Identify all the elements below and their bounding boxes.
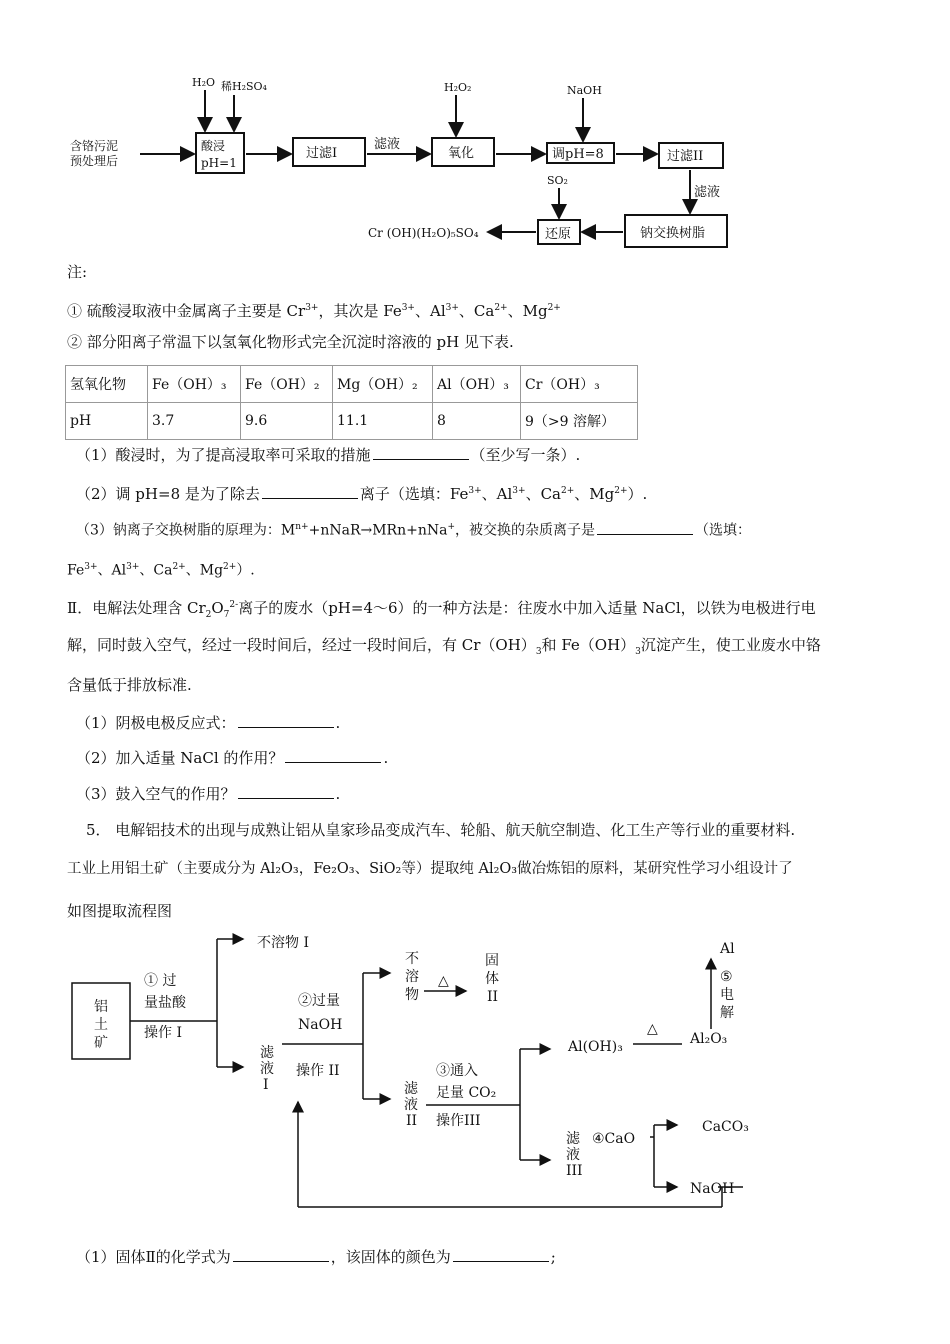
step5-c2: 电: [720, 987, 734, 1003]
table-header-row: [66, 366, 638, 403]
part2-q2: （2）加入适量 NaCl 的作用？ .: [76, 749, 389, 767]
question-3: （3）钠离子交换树脂的原理为：$M^{n+}+nNaR\to MRn+nNa^+$，被交换的杂质离子是 （选填：: [76, 517, 751, 541]
start-line2: 预处理后: [70, 154, 119, 168]
step3-line2: 足量 CO₂: [436, 1085, 497, 1101]
note-title: 注:: [67, 263, 88, 281]
step2-line2: NaOH: [298, 1017, 343, 1033]
caco3-label: CaCO₃: [702, 1119, 749, 1135]
ph-table: [65, 365, 638, 440]
step4-label: ④CaO: [592, 1131, 636, 1147]
filtrate2-c3: II: [406, 1113, 418, 1129]
table-cell: 8: [433, 403, 521, 440]
start-line1: 含铬污泥: [70, 139, 119, 153]
oxidize-label: 氧化: [448, 146, 475, 161]
so2-label: SO₂: [547, 174, 568, 187]
part2-line3: 含量低于排放标准.: [67, 676, 192, 694]
step5-c3: 解: [720, 1005, 734, 1021]
answer-blank[interactable]: [373, 445, 469, 460]
filtrate2-c1: 滤: [404, 1081, 418, 1097]
answer-blank[interactable]: [233, 1247, 329, 1262]
answer-blank[interactable]: [238, 784, 334, 799]
h2o-label: H₂O: [192, 76, 216, 89]
table-cell: pH: [66, 403, 148, 440]
q5-line2: 工业上用铝土矿（主要成分为 Al₂O₃，Fe₂O₃、SiO₂等）提取纯 Al₂O₃做冶炼铝的原料，某研究性学习小组设计了: [67, 861, 793, 877]
insol2-c1: 不: [405, 951, 419, 967]
table-cell: 9.6: [241, 403, 333, 440]
table-row: [66, 403, 638, 440]
step1-line2: 量盐酸: [144, 995, 186, 1011]
filtrate1-c3: I: [263, 1077, 269, 1093]
adjust-ph-label: 调pH=8: [552, 147, 604, 162]
q5-line3: 如图提取流程图: [67, 902, 173, 920]
naoh-product: NaOH: [690, 1181, 735, 1197]
product-label: Cr (OH)(H₂O)₅SO₄: [368, 226, 479, 240]
step3-line3: 操作III: [436, 1113, 481, 1129]
part2-q3: （3）鼓入空气的作用？ .: [76, 785, 341, 803]
filtrate1-c1: 滤: [260, 1045, 274, 1061]
reduce-label: 还原: [545, 227, 572, 242]
filtrate2-c2: 液: [404, 1097, 418, 1113]
al-label: Al: [720, 941, 735, 957]
alumina-flow-chart: [60, 925, 780, 1220]
ore-char1: 铝: [94, 999, 108, 1015]
answer-blank[interactable]: [238, 713, 334, 728]
filtrate-label: 滤液: [374, 137, 401, 152]
al2o3-label: Al₂O₃: [690, 1031, 728, 1047]
step5-c1: ⑤: [720, 969, 733, 985]
step2-line3: 操作 II: [296, 1063, 340, 1079]
step1-line1: ① 过: [144, 973, 177, 989]
filter1-label: 过滤I: [306, 146, 338, 161]
note-2: ② 部分阳离子常温下以氢氧化物形式完全沉淀时溶液的 pH 见下表.: [67, 333, 514, 351]
table-cell: 氢氧化物: [66, 366, 148, 403]
ore-char3: 矿: [94, 1035, 108, 1051]
filtrate3-c1: 滤: [566, 1131, 580, 1147]
part2-line1: Ⅱ．电解法处理含 $Cr_2O_7^{2-}$离子的废水（pH=4～6）的一种方法是：往废水中加入适量 NaCl，以铁为电极进行电: [67, 599, 816, 620]
insol2-c2: 溶: [405, 969, 419, 985]
part2-q1: （1）阴极电极反应式： .: [76, 714, 341, 732]
table-cell: Mg（OH）₂: [333, 366, 433, 403]
solid2-c1: 固: [485, 953, 499, 969]
question-1: （1）酸浸时，为了提高浸取率可采取的措施 （至少写一条）.: [76, 446, 581, 464]
answer-blank[interactable]: [597, 520, 693, 535]
filtrate3-c2: 液: [566, 1147, 580, 1163]
delta-symbol: △: [438, 973, 449, 989]
question-2: （2）调 pH=8 是为了除去 离子（选填：$Fe^{3+}$、$Al^{3+}$、$Ca^{2+}$、$Mg^{2+}$）.: [76, 485, 648, 503]
ore-char2: 土: [94, 1017, 108, 1033]
table-cell: Cr（OH）₃: [521, 366, 638, 403]
acid-leach-ph: pH=1: [201, 156, 237, 170]
note-1: ① 硫酸浸取液中金属离子主要是 $Cr^{3+}$，其次是 $Fe^{3+}$、$Al^{3+}$、$Ca^{2+}$、$Mg^{2+}$: [67, 302, 561, 320]
insol2-c3: 物: [405, 987, 419, 1003]
table-cell: Fe（OH）₂: [241, 366, 333, 403]
answer-blank[interactable]: [262, 484, 358, 499]
filtrate1-c2: 液: [260, 1061, 274, 1077]
aloh3-label: Al(OH)₃: [568, 1039, 623, 1055]
step2-line1: ②过量: [298, 993, 340, 1009]
answer-blank[interactable]: [285, 748, 381, 763]
chromium-flow-chart: [60, 70, 780, 255]
table-cell: 3.7: [148, 403, 241, 440]
delta-symbol-2: △: [647, 1021, 658, 1037]
table-cell: Al（OH）₃: [433, 366, 521, 403]
dilute-acid-label: 稀H₂SO₄: [221, 80, 267, 93]
filter2-label: 过滤II: [667, 149, 704, 164]
solid2-c3: II: [487, 989, 499, 1005]
filtrate3-c3: III: [566, 1163, 583, 1179]
table-cell: 11.1: [333, 403, 433, 440]
table-cell: Fe（OH）₃: [148, 366, 241, 403]
step3-line1: ③通入: [436, 1063, 478, 1079]
acid-leach-label: 酸浸: [201, 139, 226, 153]
resin-label: 钠交换树脂: [640, 226, 706, 241]
h2o2-label: H₂O₂: [444, 81, 472, 94]
filtrate-label2: 滤液: [694, 185, 721, 200]
final-question: （1）固体Ⅱ的化学式为 ，该固体的颜色为 ;: [76, 1248, 556, 1266]
part2-line2: 解，同时鼓入空气，经过一段时间后，经过一段时间后，有 $Cr(OH)_3$和 $Fe(OH)_3$沉淀产生，使工业废水中铬: [67, 636, 821, 657]
solid2-c2: 体: [485, 971, 499, 987]
q5-line1: 5． 电解铝技术的出现与成熟让铝从皇家珍品变成汽车、轮船、航天航空制造、化工生产等行业的重要材料.: [86, 821, 796, 839]
question-3-options: $Fe^{3+}$、$Al^{3+}$、$Ca^{2+}$、$Mg^{2+}$）.: [67, 562, 255, 579]
naoh-label: NaOH: [567, 84, 602, 97]
answer-blank[interactable]: [453, 1247, 549, 1262]
table-cell: 9（>9 溶解）: [521, 403, 638, 440]
step1-line3: 操作 I: [144, 1025, 182, 1041]
insol1-label: 不溶物 I: [257, 935, 309, 951]
